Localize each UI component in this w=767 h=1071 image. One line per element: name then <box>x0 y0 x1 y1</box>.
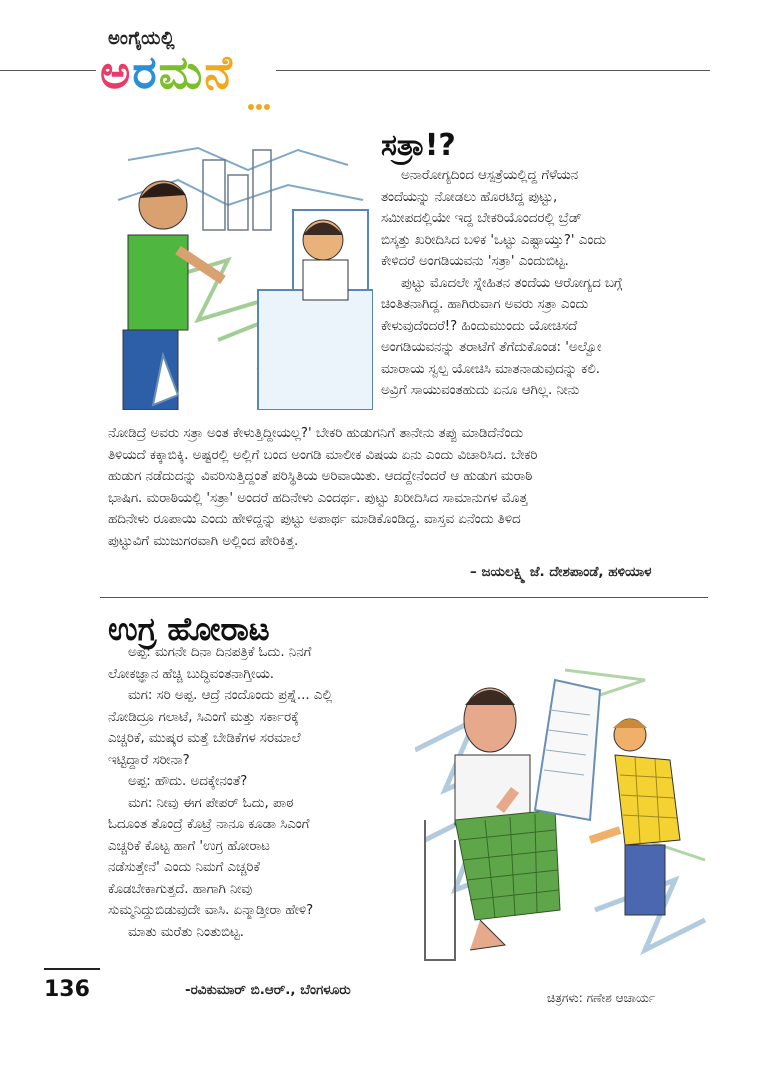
paragraph-line: ಎಚ್ಚರಿಕೆ, ಮುಷ್ಕರ ಮತ್ತೆ ಬೇಡಿಕೆಗಳ ಸರಮಾಲೆ <box>108 731 301 746</box>
paragraph-line: ನೋಡಿದ್ರೂ ಗಲಾಟೆ, ಸಿಎಂಗೆ ಮತ್ತು ಸರ್ಕಾರಕ್ಕೆ <box>108 709 299 725</box>
paragraph-line: ಓದೂಂತ ತೊಂದ್ರೆ ಕೊಟ್ರೆ ನಾನೂ ಕೂಡಾ ಸಿಎಂಗೆ <box>108 817 310 832</box>
story1-author: – ಜಯಲಕ್ಷ್ಮಿ ಜೆ. ದೇಶಪಾಂಡೆ, ಹಳಿಯಾಳ <box>470 564 652 580</box>
paragraph-line: ತಿಳಿಯದೆ ಕಕ್ಕಾಬಿಕ್ಕಿ. ಅಷ್ಟರಲ್ಲಿ ಅಲ್ಲಿಗೆ ಬಂದ ಅಂಗಡಿ ಮಾಲೀಕ ವಿಷಯ ಏನು ಎಂದು ವಿಚಾರಿಸಿದ. ಬೇಕರಿ <box>108 447 538 463</box>
logo-letter: ನೆ <box>204 45 234 99</box>
story1-title: ಸತ್ರಾ!? <box>381 128 456 163</box>
paragraph-line: ಬಿಸ್ಕತ್ತು ಖರೀದಿಸಿದ ಬಳಿಕ 'ಒಟ್ಟು ಎಷ್ಟಾಯ್ತು?' ಎಂದು <box>381 232 607 248</box>
paragraph-line: ಹುಡುಗ ನಡೆದುದನ್ನು ವಿವರಿಸುತ್ತಿದ್ದಂತೆ ಪರಿಸ್ಥಿತಿಯ ಅರಿವಾಯಿತು. ಆದದ್ದೇನೆಂದರೆ ಆ ಹುಡುಗ ಮರಾಠಿ <box>108 469 533 484</box>
paragraph-line: ಭಾಷಿಗ. ಮರಾಠಿಯಲ್ಲಿ 'ಸತ್ರಾ' ಅಂದರೆ ಹದಿನೇಳು ಎಂದರ್ಥ. ಪುಟ್ಟು ಖರೀದಿಸಿದ ಸಾಮಾನುಗಳ ಮೊತ್ತ <box>108 490 528 506</box>
section-divider <box>100 597 708 598</box>
paragraph-line: ಸಮೀಪದಲ್ಲಿಯೇ ಇದ್ದ ಬೇಕರಿಯೊಂದರಲ್ಲಿ ಬ್ರೆಡ್ <box>381 211 582 226</box>
page-number: 136 <box>44 977 90 1002</box>
paragraph-line: ಪುಟ್ಟು ಮೊದಲೇ ಸ್ನೇಹಿತನ ತಂದೆಯ ಆರೋಗ್ಯದ ಬಗ್ಗೆ <box>401 275 623 291</box>
paragraph-line: ಅಪ್ಪ: ಹೌದು. ಅದಕ್ಕೇನಂತೆ? <box>128 774 248 789</box>
paragraph-line: ಕೇಳಿದರೆ ಅಂಗಡಿಯವನು 'ಸತ್ರಾ' ಎಂದುಬಿಟ್ಟ. <box>381 254 569 269</box>
paragraph-line: ತಂದೆಯನ್ನು ನೋಡಲು ಹೊರಟಿದ್ದ ಪುಟ್ಟು, <box>381 189 558 205</box>
paragraph-line: ಎಚ್ಚರಿಕೆ ಕೊಟ್ಟ ಹಾಗೆ 'ಉಗ್ರ ಹೋರಾಟ <box>108 838 270 854</box>
story2-title: ಉಗ್ರ ಹೋರಾಟ <box>108 610 270 648</box>
illustration-bakery <box>108 140 373 410</box>
story1-text-right <box>381 165 622 402</box>
paragraph-line: ಮಾರಾಯ ಸ್ವಲ್ಪ ಯೋಚಿಸಿ ಮಾತನಾಡುವುದನ್ನು ಕಲಿ. <box>381 361 600 377</box>
illustration-newspaper <box>415 660 711 985</box>
logo-letter: ಅ <box>100 45 133 99</box>
paragraph-line: ಸುಮ್ಮನಿದ್ದುಬಿಡುವುದೇ ವಾಸಿ. ಏನ್ಮಾಡ್ತೀರಾ ಹೇಳಿ? <box>108 903 314 918</box>
paragraph-line: ಪುಟ್ಟುವಿಗೆ ಮುಜುಗರವಾಗಿ ಅಲ್ಲಿಂದ ಪೇರಿಕಿತ್ತ. <box>108 533 299 549</box>
paragraph-line: ಅನಾರೋಗ್ಯದಿಂದ ಆಸ್ಪತ್ರೆಯಲ್ಲಿದ್ದ ಗೆಳೆಯನ <box>401 168 579 183</box>
paragraph-line: ಮಗ: ಸರಿ ಅಪ್ಪ. ಆದ್ರೆ ನಂದೊಂದು ಪ್ರಶ್ನೆ... ಎಲ್ಲಿ <box>128 688 333 703</box>
paragraph-line: ಲೋಕಜ್ಞಾನ ಹೆಚ್ಚಿ ಬುದ್ಧಿವಂತನಾಗ್ತೀಯ. <box>108 666 274 682</box>
logo-small-text: ಅಂಗೈಯಲ್ಲಿ <box>108 28 176 49</box>
footer-rule <box>44 968 100 970</box>
paragraph-line: ನಡೆಸುತ್ತೇನೆ' ಎಂದು ನಿಮಗೆ ಎಚ್ಚರಿಕೆ <box>108 860 260 875</box>
logo-big-text <box>100 44 234 100</box>
story2-author: -ರವಿಕುಮಾರ್ ಬಿ.ಆರ್., ಬೆಂಗಳೂರು <box>185 982 351 998</box>
logo-dots <box>248 96 270 115</box>
paragraph-line: ಮಗ: ನೀವು ಈಗ ಪೇಪರ್ ಓದು, ಪಾಠ <box>128 795 294 811</box>
paragraph-line: ಹದಿನೇಳು ರೂಪಾಯಿ ಎಂದು ಹೇಳಿದ್ದನ್ನು ಪುಟ್ಟು ಅಪಾರ್ಥ ಮಾಡಿಕೊಂಡಿದ್ದ. ವಾಸ್ತವ ಏನೆಂದು ತಿಳಿದ <box>108 512 521 527</box>
logo-letter: ರ <box>132 45 159 99</box>
illustration-credit: ಚಿತ್ರಗಳು: ಗಣೇಶ ಆಚಾರ್ಯ <box>547 991 656 1005</box>
paragraph-line: ಚಿಂತಿತನಾಗಿದ್ದ. ಹಾಗಿರುವಾಗ ಅವರು ಸತ್ರಾ ಎಂದು <box>381 297 589 312</box>
paragraph-line: ಅಪ್ಪ: ಮಗನೇ ದಿನಾ ದಿನಪತ್ರಿಕೆ ಓದು. ನಿನಗೆ <box>128 645 312 660</box>
paragraph-line: ಕೇಳುವುದೆಂದರೆ!? ಹಿಂದುಮುಂದು ಯೋಚಿಸದೆ <box>381 318 578 334</box>
paragraph-line: ಅಂಗಡಿಯವನನ್ನು ತರಾಟೆಗೆ ತೆಗೆದುಕೊಂಡ: 'ಅಲ್ವೋ <box>381 340 602 355</box>
story2-text <box>108 642 332 943</box>
story1-text-full <box>108 423 537 552</box>
paragraph-line: ಮಾತು ಮರೆತು ನಿಂತುಬಿಟ್ಟ. <box>128 924 244 940</box>
paragraph-line: ಇಟ್ಟಿದ್ದಾರೆ ಸರೀನಾ? <box>108 752 190 768</box>
logo-letter: ಮ <box>158 45 205 99</box>
paragraph-line: ಅವ್ರಿಗೆ ಸಾಯುವಂತಹುದು ಏನೂ ಆಗಿಲ್ಲ. ನೀನು <box>381 383 580 398</box>
paragraph-line: ನೋಡಿದ್ರೆ ಅವರು ಸತ್ರಾ ಅಂತ ಕೇಳುತ್ತಿದ್ದೀಯಲ್ಲ?' ಬೇಕರಿ ಹುಡುಗನಿಗೆ ತಾನೇನು ತಪ್ಪು ಮಾಡಿದೆನೆಂದು <box>108 426 524 441</box>
paragraph-line: ಕೊಡಬೇಕಾಗುತ್ತದೆ. ಹಾಗಾಗಿ ನೀವು <box>108 881 253 897</box>
